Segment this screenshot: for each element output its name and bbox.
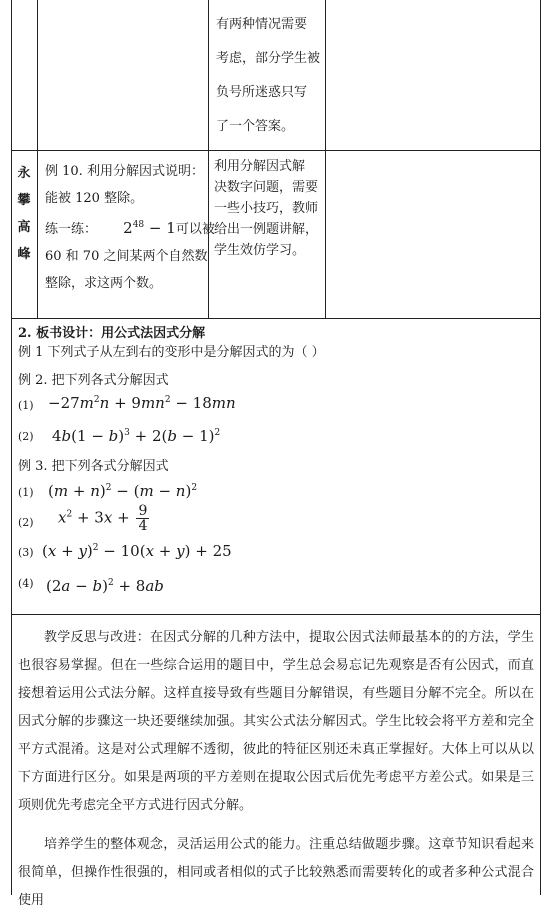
title-char: 峰 (17, 247, 31, 262)
title-char: 攀 (17, 193, 31, 208)
board-example-1: 例 1 下列式子从左到右的变形中是分解因式的为（ ） (18, 345, 325, 360)
item-number: (4) (18, 577, 34, 590)
table-right-border (540, 0, 541, 895)
equation-ex2-1: $-27m^2n + 9mn^2 - 18mn$ (48, 394, 236, 412)
note-line: 了一个答案。 (216, 119, 295, 134)
practice-line-3: 整除，求这两个数。 (45, 276, 163, 291)
practice-line (45, 212, 215, 243)
col-divider-3 (325, 0, 326, 318)
expr-exponent: 48 (132, 220, 145, 230)
col-divider-1 (37, 0, 38, 318)
top-row-notes (216, 8, 324, 144)
reflection-paragraph-1 (18, 624, 534, 820)
practice-label: 练一练： (45, 222, 98, 237)
note-line: 一些小技巧，教师 (214, 201, 319, 216)
example-line: 能被 120 整除。 (45, 191, 144, 206)
board-example-3: 例 3. 把下列各式分解因式 (18, 459, 169, 474)
section-title-climb (14, 160, 34, 268)
row-divider-3 (11, 614, 541, 615)
title-char: 永 (17, 166, 31, 181)
practice-line-2: 60 和 70 之间某两个自然数 (45, 249, 208, 264)
note-line: 决数字问题，需要 (214, 180, 319, 195)
note-line: 有两种情况需要 (216, 17, 308, 32)
practice-after: 可以被 (175, 222, 215, 237)
reflection-text-2: 培养学生的整体观念，灵活运用公式的能力。注重总结做题步骤。这章节知识看起来很简单，但操作性很强的，相同或者相似的式子比较熟悉而需要转化的或者多种公式混合使用 (18, 837, 534, 908)
item-number: (2) (18, 430, 34, 443)
expr-base: 2 (123, 219, 133, 237)
example-line: 例 10. 利用分解因式说明： (45, 164, 204, 179)
board-example-2: 例 2. 把下列各式分解因式 (18, 373, 169, 388)
item-number: (1) (18, 399, 34, 412)
note-line: 学生效仿学习。 (214, 243, 306, 258)
expr-tail: − 1 (144, 219, 176, 237)
row-divider-1 (11, 150, 541, 151)
equation-ex3-2: $x^2 + 3x$ + $\frac{9}{4}$ (58, 503, 148, 534)
practice-expression (123, 219, 176, 237)
item-number: (3) (18, 546, 34, 559)
item-number: (1) (18, 486, 34, 499)
note-line: 利用分解因式解 (214, 159, 306, 174)
equation-ex2-2: $4b(1 - b)^3 + 2(b - 1)^2$ (52, 427, 221, 445)
note-line: 给出一例题讲解， (214, 222, 319, 237)
reflection-paragraph-2 (18, 831, 534, 915)
board-title: 2. 板书设计：用公式法因式分解 (18, 326, 206, 341)
table-left-border (11, 0, 12, 895)
climb-example (45, 158, 215, 297)
equation-ex3-1: $(m + n)^2 - (m - n)^2$ (48, 482, 198, 500)
item-number: (2) (18, 516, 34, 529)
equation-ex3-3: $(x + y)^2 - 10(x + y) + 25$ (42, 542, 232, 560)
note-line: 考虑，部分学生被 (216, 51, 321, 66)
row-divider-2 (11, 318, 541, 319)
title-char: 高 (17, 220, 31, 235)
reflection-label: 教学反思与改进： (44, 630, 150, 645)
equation-ex3-4: $(2a - b)^2 + 8ab$ (46, 577, 164, 595)
climb-notes (214, 156, 324, 261)
reflection-text-1: 在因式分解的几种方法中，提取公因式法师最基本的的方法，学生也很容易掌握。但在一些综合运用的题目中，学生总会易忘记先观察是否有公因式，而直接想着运用公式法分解。这样直接导致有些题目分解错误，有些题目分解不完全。所以在因式分解的步骤这一块还要继续加强。其实公式法分解因式。学生比较会将平方差和完全平方式混淆。这是对公式理解不透彻，彼此的特征区别还未真正掌握好。大体上可以从以下方面进行区分。如果是两项的平方差则在提取公因式后优先考虑平方差公式。如果是三项则优先考虑完全平方式进行因式分解。 (18, 630, 534, 813)
note-line: 负号所迷惑只写 (216, 85, 308, 100)
